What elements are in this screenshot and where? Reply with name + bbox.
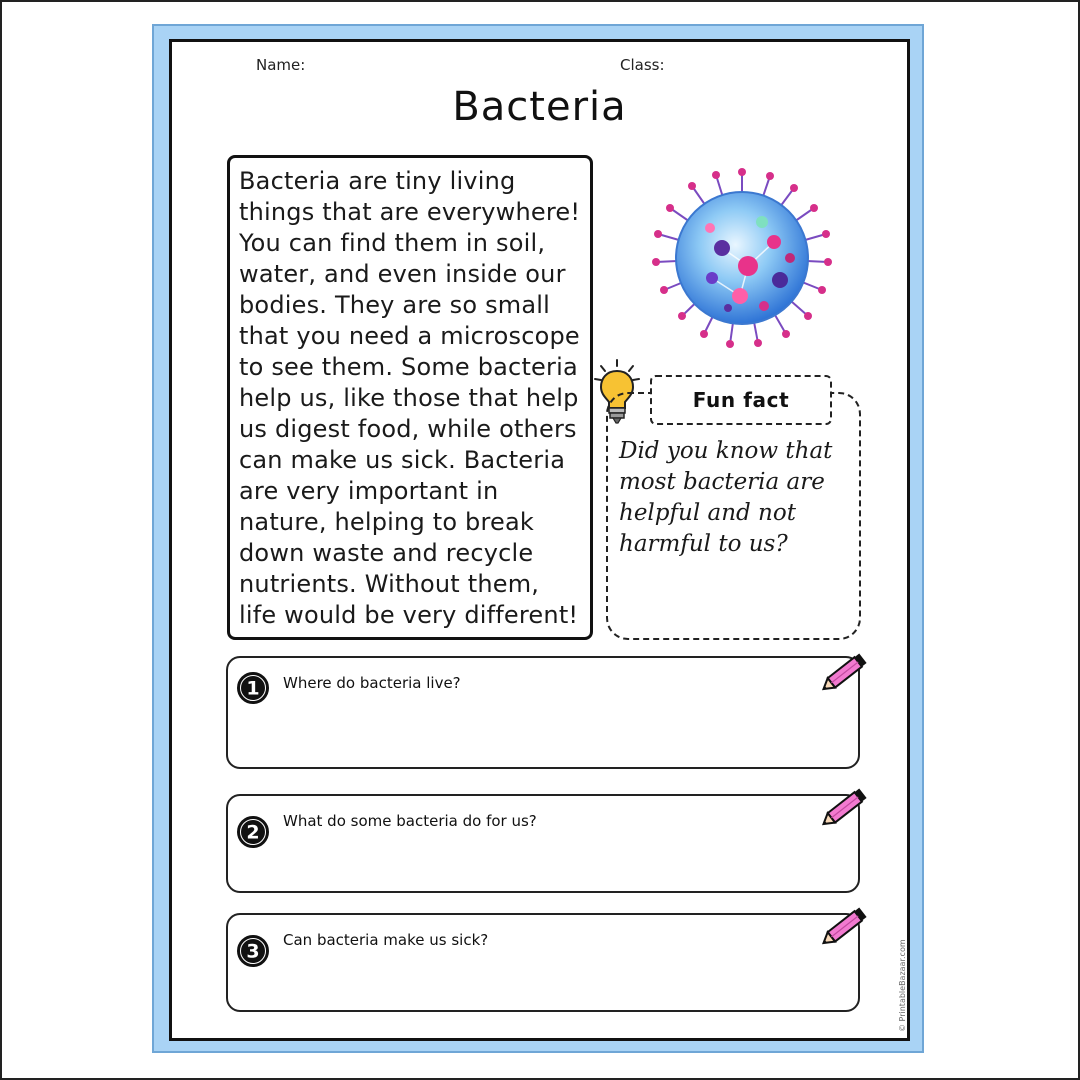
question-3-text: Can bacteria make us sick?: [283, 931, 489, 949]
reading-passage-box: [227, 155, 593, 640]
class-label: Class:: [620, 56, 665, 74]
answer-box-1[interactable]: [226, 656, 860, 769]
question-2-text: What do some bacteria do for us?: [283, 812, 537, 830]
fun-fact-text: Did you know that most bacteria are helpful and not harmful to us?: [619, 438, 833, 557]
answer-box-2[interactable]: [226, 794, 860, 893]
pencil-icon: [818, 903, 870, 951]
question-number-1: 1: [246, 677, 260, 700]
question-number-2: 2: [246, 821, 260, 844]
question-number-3-badge: [236, 934, 270, 968]
question-number-2-badge: [236, 815, 270, 849]
question-number-3: 3: [246, 940, 260, 963]
bacteria-illustration: [652, 168, 832, 348]
name-label: Name:: [256, 56, 306, 74]
pencil-icon: [818, 649, 870, 697]
pencil-icon: [818, 784, 870, 832]
reading-passage: Bacteria are tiny living things that are everywhere! You can find them in soil, water, and even inside our bodies. They are so small that you need a microscope to see them. Some bacteria help us, like those that help us digest food, while others can make us sick. Bacteria are very important in nature, helping to break down waste and recycle nutrients. Without them, life would be very different!: [239, 167, 581, 629]
question-number-1-badge: [236, 671, 270, 705]
answer-box-3[interactable]: [226, 913, 860, 1012]
question-1-text: Where do bacteria live?: [283, 674, 461, 692]
copyright-watermark: © PrintableBazaar.com: [898, 939, 907, 1032]
page-title: Bacteria: [452, 84, 627, 130]
fun-fact-title: Fun fact: [650, 375, 832, 425]
